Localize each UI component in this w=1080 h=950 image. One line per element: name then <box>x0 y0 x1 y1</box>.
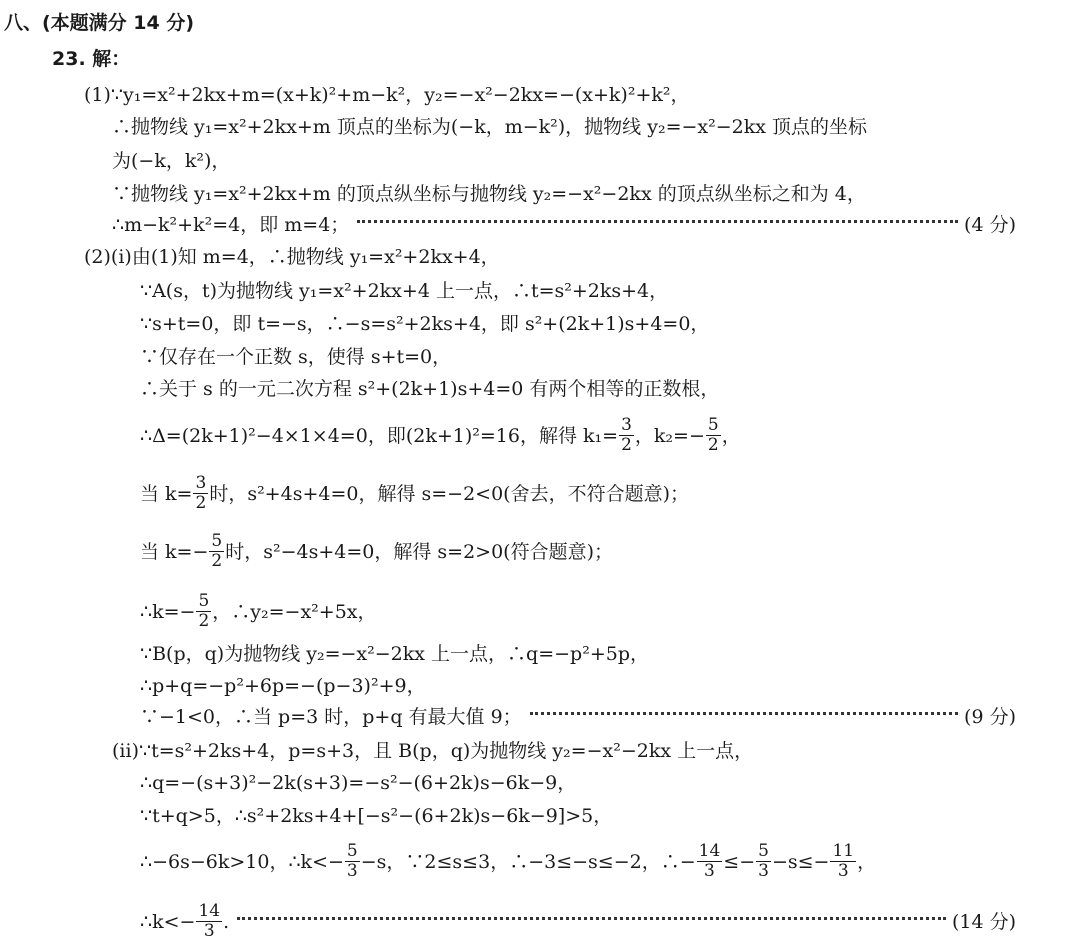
p3-line4-text-d: −s≤− <box>771 850 830 873</box>
p2-line11: ∴p+q=−p²+6p=−(p−3)²+9， <box>140 675 426 697</box>
problem-number: 23. 解： <box>52 48 131 70</box>
p3-line4-text-e: ， <box>857 850 877 873</box>
fraction-five-thirds: $\frac{5}{3}$ <box>758 841 769 881</box>
p2-line6-text-a: ∴Δ=(2k+1)²−4×1×4=0，即(2k+1)²=16，解得 k₁= <box>140 424 619 447</box>
fraction-fourteen-thirds: $\frac{14}{3}$ <box>198 901 221 941</box>
p2-line9 <box>140 592 377 631</box>
p3-score: (14 分) <box>951 910 1016 933</box>
p2-line1: (2)(i)由(1)知 m=4，∴抛物线 y₁=x²+2kx+4， <box>84 246 500 268</box>
fraction-five-halves: $\frac{5}{2}$ <box>198 591 210 631</box>
p3-line2: ∴q=−(s+3)²−2k(s+3)=−s²−(6+2k)s−6k−9， <box>140 772 577 794</box>
section-header: 八、(本题满分 14 分) <box>4 12 195 34</box>
leader-dots <box>237 917 946 920</box>
p1-line1: (1)∵y₁=x²+2kx+m=(x+k)²+m−k²，y₂=−x²−2kx=−(x+k)²+k²， <box>84 84 690 106</box>
p2-line6 <box>140 416 741 455</box>
p3-line4 <box>140 842 876 881</box>
p2-line9-text-a: ∴k=− <box>140 600 196 623</box>
p2-line2: ∵A(s，t)为抛物线 y₁=x²+2kx+4 上一点，∴t=s²+2ks+4， <box>140 280 669 302</box>
leader-dots <box>530 712 958 715</box>
p3-line5-text-a: ∴k<− <box>140 910 196 933</box>
p3-line5-row <box>140 902 1016 941</box>
p3-line4-text-b: −s，∵2≤s≤3，∴−3≤−s≤−2，∴− <box>360 850 696 873</box>
p3-line1: (ii)∵t=s²+2ks+4，p=s+3，且 B(p，q)为抛物线 y₂=−x²−2kx 上一点， <box>112 740 754 762</box>
p2-line10: ∵B(p，q)为抛物线 y₂=−x²−2kx 上一点，∴q=−p²+5p， <box>140 643 649 665</box>
leader-dots <box>357 220 958 223</box>
fraction-fourteen-thirds: $\frac{14}{3}$ <box>698 841 721 881</box>
p3-line4-text-a: ∴−6s−6k>10，∴k<− <box>140 850 344 873</box>
fraction-three-halves: $\frac{3}{2}$ <box>621 415 632 455</box>
p2-line8-text-a: 当 k=− <box>140 540 209 563</box>
fraction-five-halves: $\frac{5}{2}$ <box>707 415 719 455</box>
fraction-eleven-thirds: $\frac{11}{3}$ <box>832 841 855 881</box>
p2-line7-text-a: 当 k= <box>140 482 193 505</box>
p2-line5: ∴关于 s 的一元二次方程 s²+(2k+1)s+4=0 有两个相等的正数根， <box>140 378 720 400</box>
p1-score: (4 分) <box>964 214 1016 236</box>
p1-line2: ∴抛物线 y₁=x²+2kx+m 顶点的坐标为(−k，m−k²)，抛物线 y₂=−x²−2kx 顶点的坐标 <box>112 116 868 138</box>
p2-line4: ∵仅存在一个正数 s，使得 s+t=0， <box>140 346 452 368</box>
p2-line9-text-b: ，∴y₂=−x²+5x， <box>212 600 377 623</box>
p2-line12: ∵−1<0，∴当 p=3 时，p+q 有最大值 9； <box>140 706 522 728</box>
p2-line7 <box>140 474 689 513</box>
p1-line3: 为(−k，k²)， <box>112 150 231 172</box>
p2-line7-text-b: 时，s²+4s+4=0，解得 s=−2<0(舍去，不符合题意)； <box>209 482 690 505</box>
p2-line12-row <box>140 704 1016 730</box>
p2-line6-text-c: ， <box>721 424 741 447</box>
p1-line4: ∵抛物线 y₁=x²+2kx+m 的顶点纵坐标与抛物线 y₂=−x²−2kx 的顶点纵坐标之和为 4， <box>112 183 866 205</box>
p1-line5: ∴m−k²+k²=4，即 m=4； <box>112 214 350 236</box>
p2-score: (9 分) <box>964 706 1016 728</box>
p2-line8 <box>140 532 613 571</box>
p3-line3: ∵t+q>5，∴s²+2ks+4+[−s²−(6+2k)s−6k−9]>5， <box>140 805 613 827</box>
p2-line8-text-b: 时，s²−4s+4=0，解得 s=2>0(符合题意)； <box>225 540 614 563</box>
p1-line5-row <box>112 212 1016 238</box>
fraction-three-halves: $\frac{3}{2}$ <box>195 473 207 513</box>
p2-line3: ∵s+t=0，即 t=−s，∴−s=s²+2ks+4，即 s²+(2k+1)s+4=0， <box>140 313 710 335</box>
p3-line4-text-c: ≤− <box>723 850 756 873</box>
fraction-five-halves: $\frac{5}{2}$ <box>211 531 223 571</box>
p3-line5-text-b: . <box>223 910 230 933</box>
p2-line6-text-b: ，k₂=− <box>634 424 705 447</box>
fraction-five-thirds: $\frac{5}{3}$ <box>346 841 358 881</box>
